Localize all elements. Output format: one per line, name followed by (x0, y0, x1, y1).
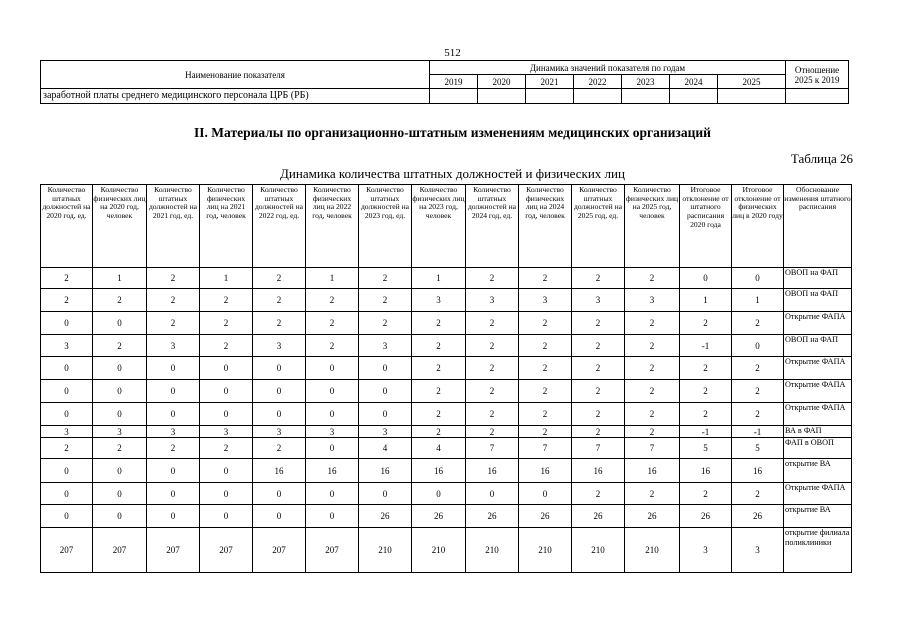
value-cell: 16 (412, 459, 466, 483)
value-cell: 7 (466, 438, 519, 459)
year-cell: 2024 (670, 75, 718, 89)
value-cell: 26 (359, 505, 412, 528)
value-cell: 0 (41, 357, 93, 380)
value-cell: 2 (466, 426, 519, 438)
value-cell: 1 (306, 268, 359, 289)
value-cell: 2 (572, 268, 625, 289)
value-cell: 16 (732, 459, 784, 483)
dynamics-header: Динамика значений показателя по годам (430, 61, 786, 75)
justification-cell: Открытие ФАПА (784, 357, 852, 380)
value-cell: 2 (732, 312, 784, 335)
value-cell: 2 (625, 426, 680, 438)
column-header: Количество физических лиц на 2021 год, человек (200, 185, 253, 268)
value-cell: 2 (466, 403, 519, 426)
value-cell: 3 (732, 528, 784, 573)
value-cell: 0 (359, 483, 412, 505)
value-cell: 2 (412, 403, 466, 426)
value-cell: 2 (625, 357, 680, 380)
column-header: Количество штатных должностей на 2020 год, ед. (41, 185, 93, 268)
value-cell: 0 (41, 483, 93, 505)
justification-cell: открытие ВА (784, 459, 852, 483)
value-cell: 2 (253, 289, 306, 312)
table-row (41, 268, 852, 289)
value-cell: 1 (200, 268, 253, 289)
value-cell: 2 (519, 403, 572, 426)
value-cell: 2 (519, 335, 572, 357)
value-cell: 0 (732, 268, 784, 289)
value-cell: 0 (93, 403, 147, 426)
indicator-name-header: Наименование показателя (41, 61, 430, 89)
year-cell: 2022 (574, 75, 622, 89)
value-cell: 2 (680, 312, 732, 335)
value-cell: 0 (306, 505, 359, 528)
value-cell: 2 (732, 483, 784, 505)
value-cell: 2 (572, 483, 625, 505)
value-cell: 2 (732, 380, 784, 403)
value-cell: 207 (306, 528, 359, 573)
value-cell: 0 (200, 483, 253, 505)
value-cell: 0 (306, 403, 359, 426)
column-header: Количество штатных должностей на 2021 год, ед. (147, 185, 200, 268)
value-cell: 0 (519, 483, 572, 505)
value-cell: 0 (253, 403, 306, 426)
column-header: Количество штатных должностей на 2022 год, ед. (253, 185, 306, 268)
column-header: Количество штатных должностей на 2023 год, ед. (359, 185, 412, 268)
value-cell: 2 (412, 380, 466, 403)
value-cell: 0 (41, 403, 93, 426)
value-cell: 3 (412, 289, 466, 312)
value-cell: 2 (412, 357, 466, 380)
section-heading: II. Материалы по организационно-штатным изменениям медицинских организаций (194, 125, 711, 140)
value-cell: 2 (466, 268, 519, 289)
column-header: Количество физических лиц на 2020 год, человек (93, 185, 147, 268)
value-cell: 2 (253, 438, 306, 459)
value-cell: 0 (93, 483, 147, 505)
value-cell: 4 (359, 438, 412, 459)
value-cell: 16 (306, 459, 359, 483)
justification-cell: ВА в ФАП (784, 426, 852, 438)
table-row (41, 528, 852, 573)
value-cell: 2 (253, 312, 306, 335)
value-cell: 0 (41, 505, 93, 528)
value-cell: 4 (412, 438, 466, 459)
value-cell: 3 (306, 426, 359, 438)
value-cell: 2 (306, 312, 359, 335)
value-cell: 0 (147, 380, 200, 403)
value-cell: 0 (147, 357, 200, 380)
year-cell: 2023 (622, 75, 670, 89)
value-cell: 2 (359, 268, 412, 289)
value-cell: 0 (253, 380, 306, 403)
justification-cell: открытие филиала поликлиники (784, 528, 852, 573)
value-cell: 3 (147, 335, 200, 357)
value-cell: 16 (466, 459, 519, 483)
table-label: Таблица 26 (790, 151, 853, 166)
value-cell: 26 (680, 505, 732, 528)
value-cell: 3 (519, 289, 572, 312)
value-cell: 3 (359, 335, 412, 357)
header-row (41, 185, 852, 268)
value-cell: 2 (732, 357, 784, 380)
value-cell: 0 (93, 380, 147, 403)
value-cell: -1 (680, 335, 732, 357)
value-cell: 2 (412, 426, 466, 438)
value-cell: 0 (200, 403, 253, 426)
value-cell: 2 (519, 357, 572, 380)
value-cell: 2 (625, 380, 680, 403)
value-cell: 2 (147, 289, 200, 312)
value-cell: 2 (572, 426, 625, 438)
value-cell: 207 (147, 528, 200, 573)
value-cell: 7 (625, 438, 680, 459)
value-cell: 3 (680, 528, 732, 573)
value-cell: 2 (147, 312, 200, 335)
value-cell: 2 (147, 438, 200, 459)
value-cell: 5 (680, 438, 732, 459)
value-cell: 2 (519, 426, 572, 438)
value-cell: 2 (466, 380, 519, 403)
value-cell: 2 (306, 289, 359, 312)
value-cell: 0 (306, 438, 359, 459)
value-cell: 2 (412, 312, 466, 335)
justification-cell: ОВОП на ФАП (784, 268, 852, 289)
table-row (41, 312, 852, 335)
column-header: Количество штатных должностей на 2025 год, ед. (572, 185, 625, 268)
value-cell: 2 (93, 438, 147, 459)
empty-cell (622, 89, 670, 104)
value-cell: 26 (732, 505, 784, 528)
value-cell: 0 (41, 380, 93, 403)
value-cell: 210 (625, 528, 680, 573)
justification-cell: ФАП в ОВОП (784, 438, 852, 459)
value-cell: 0 (412, 483, 466, 505)
column-header: Итоговое отклонение от штатного расписания 2020 года (680, 185, 732, 268)
value-cell: 210 (572, 528, 625, 573)
value-cell: 7 (519, 438, 572, 459)
value-cell: 26 (625, 505, 680, 528)
value-cell: 3 (41, 335, 93, 357)
value-cell: 26 (519, 505, 572, 528)
column-header: Количество штатных должностей на 2024 год, ед. (466, 185, 519, 268)
empty-cell (670, 89, 718, 104)
value-cell: 2 (253, 268, 306, 289)
value-cell: 207 (41, 528, 93, 573)
value-cell: 0 (147, 505, 200, 528)
value-cell: 16 (253, 459, 306, 483)
indicator-row-label: заработной платы среднего медицинского персонала ЦРБ (РБ) (41, 89, 430, 104)
value-cell: 3 (253, 335, 306, 357)
column-header: Количество физических лиц на 2023 год, человек (412, 185, 466, 268)
value-cell: 0 (359, 357, 412, 380)
value-cell: 0 (93, 505, 147, 528)
table-title: Динамика количества штатных должностей и физических лиц (280, 166, 625, 181)
value-cell: 2 (41, 268, 93, 289)
value-cell: 210 (466, 528, 519, 573)
value-cell: 3 (359, 426, 412, 438)
value-cell: 3 (572, 289, 625, 312)
justification-cell: Открытие ФАПА (784, 403, 852, 426)
value-cell: 2 (572, 357, 625, 380)
value-cell: 2 (41, 438, 93, 459)
column-header: Обоснование изменения штатного расписания (784, 185, 852, 268)
value-cell: 0 (680, 268, 732, 289)
table-row (41, 426, 852, 438)
value-cell: 2 (93, 335, 147, 357)
value-cell: 7 (572, 438, 625, 459)
value-cell: 2 (732, 403, 784, 426)
column-header: Количество физических лиц на 2022 год, человек (306, 185, 359, 268)
value-cell: 1 (93, 268, 147, 289)
table-row (41, 483, 852, 505)
year-cell: 2020 (478, 75, 526, 89)
value-cell: 2 (200, 438, 253, 459)
value-cell: 3 (93, 426, 147, 438)
value-cell: 0 (200, 380, 253, 403)
value-cell: 0 (466, 483, 519, 505)
value-cell: 3 (466, 289, 519, 312)
justification-cell: ОВОП на ФАП (784, 335, 852, 357)
year-cell: 2019 (430, 75, 478, 89)
justification-cell: Открытие ФАПА (784, 312, 852, 335)
value-cell: 2 (572, 312, 625, 335)
value-cell: 1 (732, 289, 784, 312)
value-cell: 16 (680, 459, 732, 483)
value-cell: 5 (732, 438, 784, 459)
value-cell: 2 (466, 312, 519, 335)
value-cell: 0 (359, 403, 412, 426)
value-cell: 2 (625, 403, 680, 426)
value-cell: 26 (466, 505, 519, 528)
value-cell: 2 (359, 312, 412, 335)
empty-cell (478, 89, 526, 104)
empty-cell (430, 89, 478, 104)
table-row (41, 403, 852, 426)
value-cell: 0 (253, 483, 306, 505)
value-cell: 2 (200, 312, 253, 335)
value-cell: 2 (680, 403, 732, 426)
column-header: Итоговое отклонение от физических лиц в 2020 году (732, 185, 784, 268)
staffing-table (40, 184, 852, 573)
value-cell: 2 (200, 289, 253, 312)
value-cell: 210 (412, 528, 466, 573)
value-cell: 16 (359, 459, 412, 483)
value-cell: 2 (572, 403, 625, 426)
table-row (41, 380, 852, 403)
table-row (41, 289, 852, 312)
empty-cell (526, 89, 574, 104)
value-cell: 2 (306, 335, 359, 357)
value-cell: 0 (93, 357, 147, 380)
value-cell: 2 (466, 335, 519, 357)
empty-cell (718, 89, 786, 104)
justification-cell: открытие ВА (784, 505, 852, 528)
value-cell: 207 (253, 528, 306, 573)
value-cell: 0 (41, 312, 93, 335)
column-header: Количество физических лиц на 2024 год, человек (519, 185, 572, 268)
value-cell: 2 (519, 380, 572, 403)
value-cell: 0 (200, 357, 253, 380)
value-cell: 16 (572, 459, 625, 483)
value-cell: 2 (625, 335, 680, 357)
table-row (41, 357, 852, 380)
value-cell: 0 (147, 483, 200, 505)
value-cell: 2 (680, 380, 732, 403)
value-cell: 2 (625, 268, 680, 289)
value-cell: 2 (93, 289, 147, 312)
value-cell: 2 (572, 335, 625, 357)
value-cell: 0 (41, 459, 93, 483)
value-cell: 207 (200, 528, 253, 573)
justification-cell: Открытие ФАПА (784, 380, 852, 403)
value-cell: 3 (147, 426, 200, 438)
value-cell: 16 (625, 459, 680, 483)
value-cell: 0 (147, 459, 200, 483)
year-cell: 2021 (526, 75, 574, 89)
value-cell: 0 (732, 335, 784, 357)
value-cell: 0 (147, 403, 200, 426)
table-row (41, 505, 852, 528)
value-cell: 0 (306, 357, 359, 380)
column-header: Количество физических лиц на 2025 год, человек (625, 185, 680, 268)
value-cell: 2 (625, 312, 680, 335)
value-cell: -1 (732, 426, 784, 438)
value-cell: 3 (41, 426, 93, 438)
justification-cell: Открытие ФАПА (784, 483, 852, 505)
page-number: 512 (444, 47, 461, 59)
justification-cell: ОВОП на ФАП (784, 289, 852, 312)
value-cell: 26 (412, 505, 466, 528)
value-cell: 2 (41, 289, 93, 312)
empty-cell (574, 89, 622, 104)
value-cell: 0 (93, 312, 147, 335)
value-cell: 0 (200, 505, 253, 528)
value-cell: 2 (466, 357, 519, 380)
value-cell: -1 (680, 426, 732, 438)
value-cell: 0 (253, 505, 306, 528)
value-cell: 207 (93, 528, 147, 573)
ratio-header: Отношение 2025 к 2019 (786, 61, 849, 89)
value-cell: 2 (572, 380, 625, 403)
table-row (41, 335, 852, 357)
value-cell: 0 (200, 459, 253, 483)
value-cell: 3 (253, 426, 306, 438)
value-cell: 3 (200, 426, 253, 438)
value-cell: 2 (680, 483, 732, 505)
value-cell: 2 (680, 357, 732, 380)
value-cell: 1 (680, 289, 732, 312)
value-cell: 3 (625, 289, 680, 312)
value-cell: 0 (93, 459, 147, 483)
indicator-table (40, 60, 849, 104)
value-cell: 0 (306, 380, 359, 403)
year-cell: 2025 (718, 75, 786, 89)
value-cell: 210 (359, 528, 412, 573)
value-cell: 2 (359, 289, 412, 312)
table-row (41, 459, 852, 483)
value-cell: 1 (412, 268, 466, 289)
value-cell: 210 (519, 528, 572, 573)
value-cell: 26 (572, 505, 625, 528)
empty-cell (786, 89, 849, 104)
value-cell: 2 (519, 312, 572, 335)
value-cell: 0 (306, 483, 359, 505)
table-row (41, 438, 852, 459)
value-cell: 2 (147, 268, 200, 289)
value-cell: 16 (519, 459, 572, 483)
value-cell: 0 (253, 357, 306, 380)
value-cell: 0 (359, 380, 412, 403)
value-cell: 2 (412, 335, 466, 357)
value-cell: 2 (200, 335, 253, 357)
value-cell: 2 (625, 483, 680, 505)
value-cell: 2 (519, 268, 572, 289)
